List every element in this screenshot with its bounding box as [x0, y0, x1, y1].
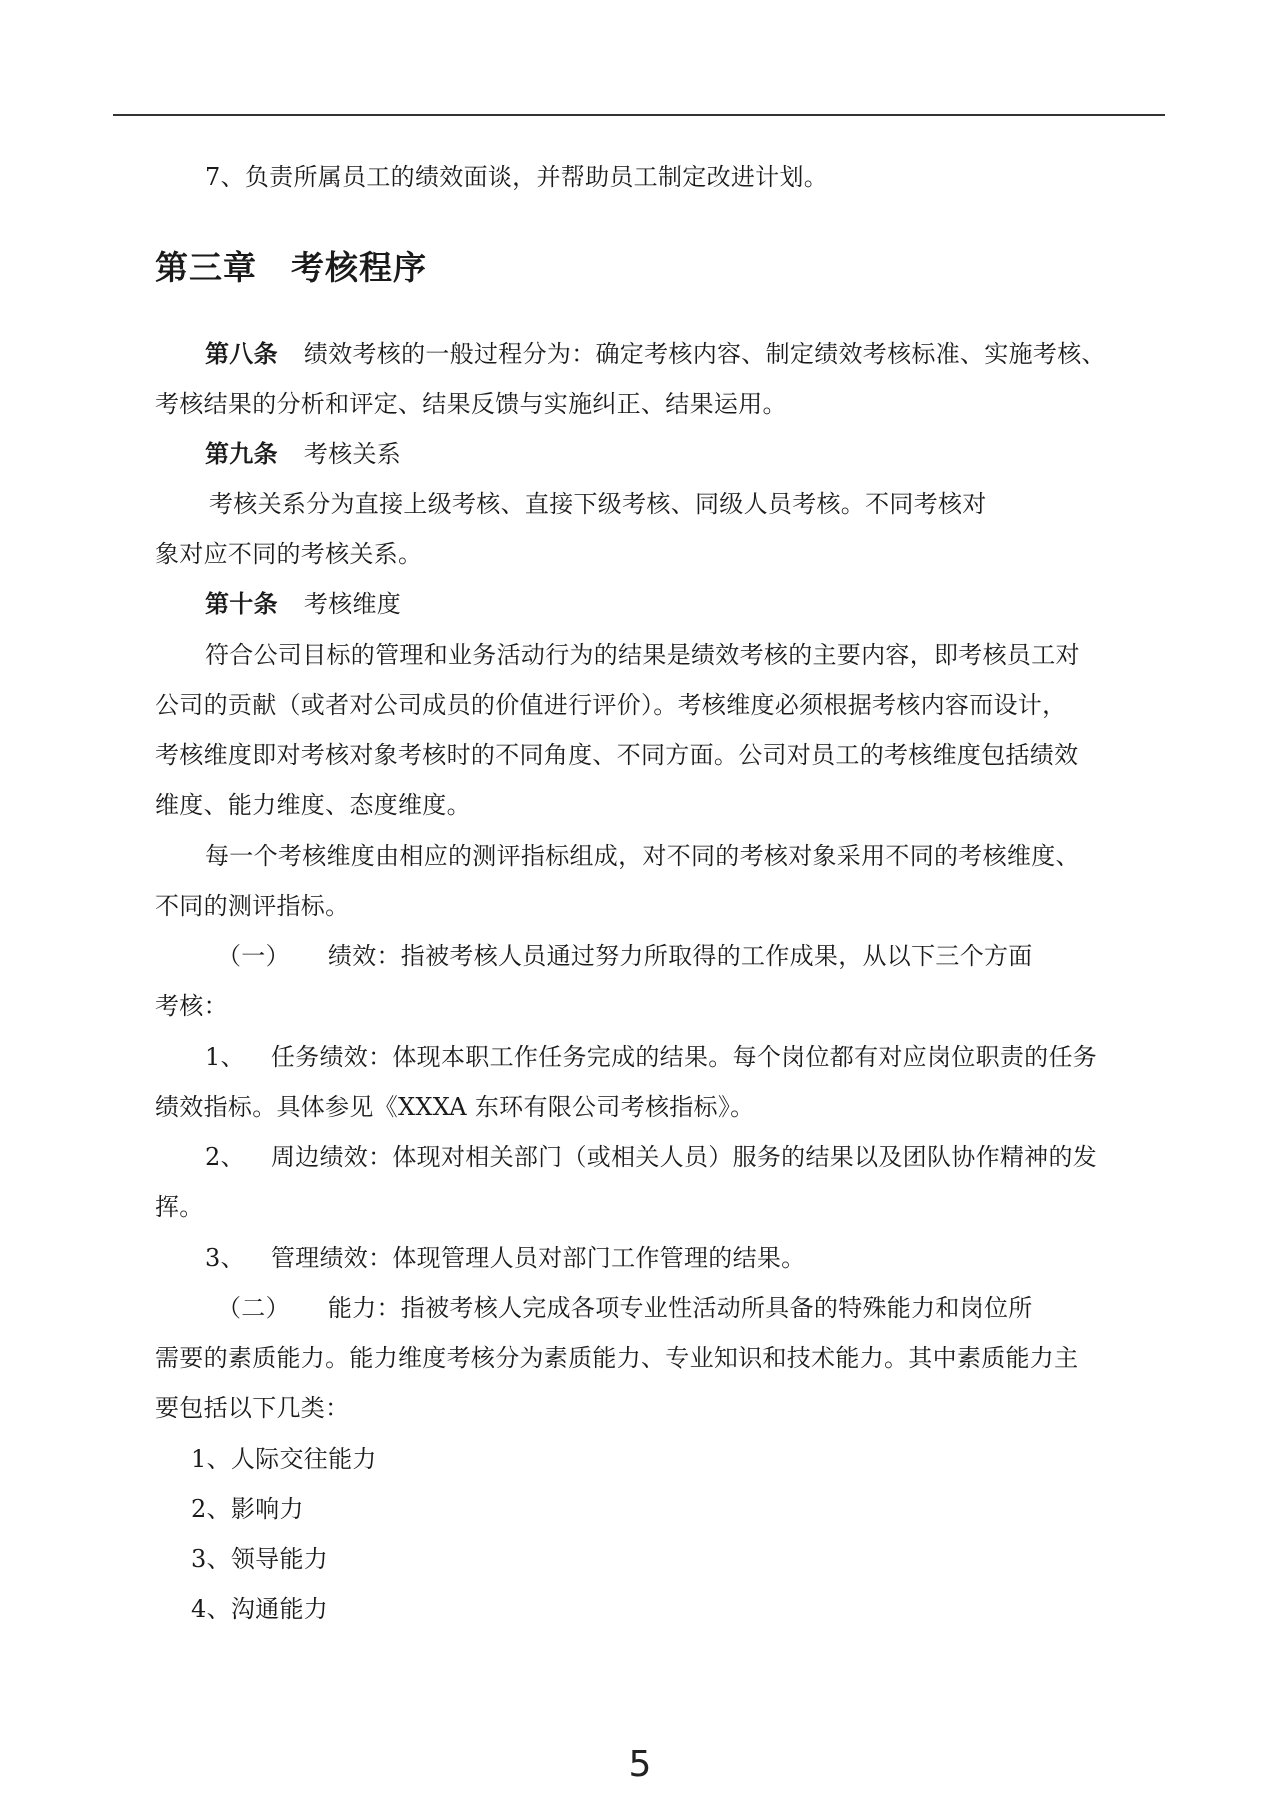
section-text: 绩效：指被考核人员通过努力所取得的工作成果，从以下三个方面 [327, 942, 1033, 970]
paragraph-line: 绩效指标。具体参见《XXXA 东环有限公司考核指标》。 [155, 1093, 755, 1121]
chapter-heading [155, 248, 427, 288]
list-item-line [205, 1142, 1097, 1172]
paragraph-line: 不同的测评指标。 [155, 892, 350, 920]
paragraph-line: 考核结果的分析和评定、结果反馈与实施纠正、结果运用。 [155, 390, 787, 418]
list-item-line [205, 1243, 805, 1273]
paragraph-line: 象对应不同的考核关系。 [155, 540, 423, 568]
section-text: 能力：指被考核人完成各项专业性活动所具备的特殊能力和岗位所 [327, 1294, 1033, 1322]
paragraph-line: 每一个考核维度由相应的测评指标组成，对不同的考核对象采用不同的考核维度、 [205, 842, 1080, 870]
article-9-line [205, 439, 401, 469]
list-item-line [205, 1042, 1097, 1072]
paragraph-line: 挥。 [155, 1193, 204, 1221]
paragraph-line: 7、负责所属员工的绩效面谈，并帮助员工制定改进计划。 [205, 163, 829, 191]
page-number: 5 [628, 1744, 652, 1785]
article-label: 第八条 [205, 340, 278, 368]
list-item: 2、影响力 [191, 1495, 304, 1523]
section-marker: （一） [217, 942, 290, 970]
paragraph-line: 考核关系分为直接上级考核、直接下级考核、同级人员考核。不同考核对 [209, 490, 987, 518]
paragraph-line: 需要的素质能力。能力维度考核分为素质能力、专业知识和技术能力。其中素质能力主 [155, 1344, 1079, 1372]
list-item: 3、领导能力 [191, 1545, 329, 1573]
article-text: 考核维度 [303, 590, 402, 618]
article-text: 绩效考核的一般过程分为：确定考核内容、制定绩效考核标准、实施考核、 [303, 340, 1106, 368]
article-label: 第十条 [205, 590, 278, 618]
paragraph-line: 符合公司目标的管理和业务活动行为的结果是绩效考核的主要内容，即考核员工对 [205, 641, 1080, 669]
list-text: 管理绩效：体现管理人员对部门工作管理的结果。 [270, 1244, 806, 1272]
list-item: 4、沟通能力 [191, 1595, 329, 1623]
paragraph-line: 维度、能力维度、态度维度。 [155, 791, 471, 819]
section-1-line [217, 941, 1033, 971]
list-item: 1、人际交往能力 [191, 1445, 377, 1473]
chapter-title: 考核程序 [291, 248, 427, 287]
list-text: 任务绩效：体现本职工作任务完成的结果。每个岗位都有对应岗位职责的任务 [270, 1043, 1098, 1071]
list-marker: 1、 [205, 1043, 245, 1071]
article-text: 考核关系 [303, 440, 402, 468]
section-marker: （二） [217, 1294, 290, 1322]
list-marker: 3、 [205, 1244, 245, 1272]
paragraph-line: 考核维度即对考核对象考核时的不同角度、不同方面。公司对员工的考核维度包括绩效 [155, 741, 1079, 769]
list-text: 周边绩效：体现对相关部门（或相关人员）服务的结果以及团队协作精神的发 [270, 1143, 1098, 1171]
list-marker: 2、 [205, 1143, 245, 1171]
article-label: 第九条 [205, 440, 278, 468]
paragraph-line: 公司的贡献（或者对公司成员的价值进行评价）。考核维度必须根据考核内容而设计， [155, 691, 1067, 719]
section-2-line [217, 1293, 1033, 1323]
paragraph-line: 考核： [155, 992, 228, 1020]
chapter-number: 第三章 [155, 248, 257, 287]
article-8-line [205, 339, 1106, 369]
paragraph-line: 要包括以下几类： [155, 1394, 350, 1422]
header-rule [113, 114, 1165, 116]
article-10-line [205, 589, 401, 619]
